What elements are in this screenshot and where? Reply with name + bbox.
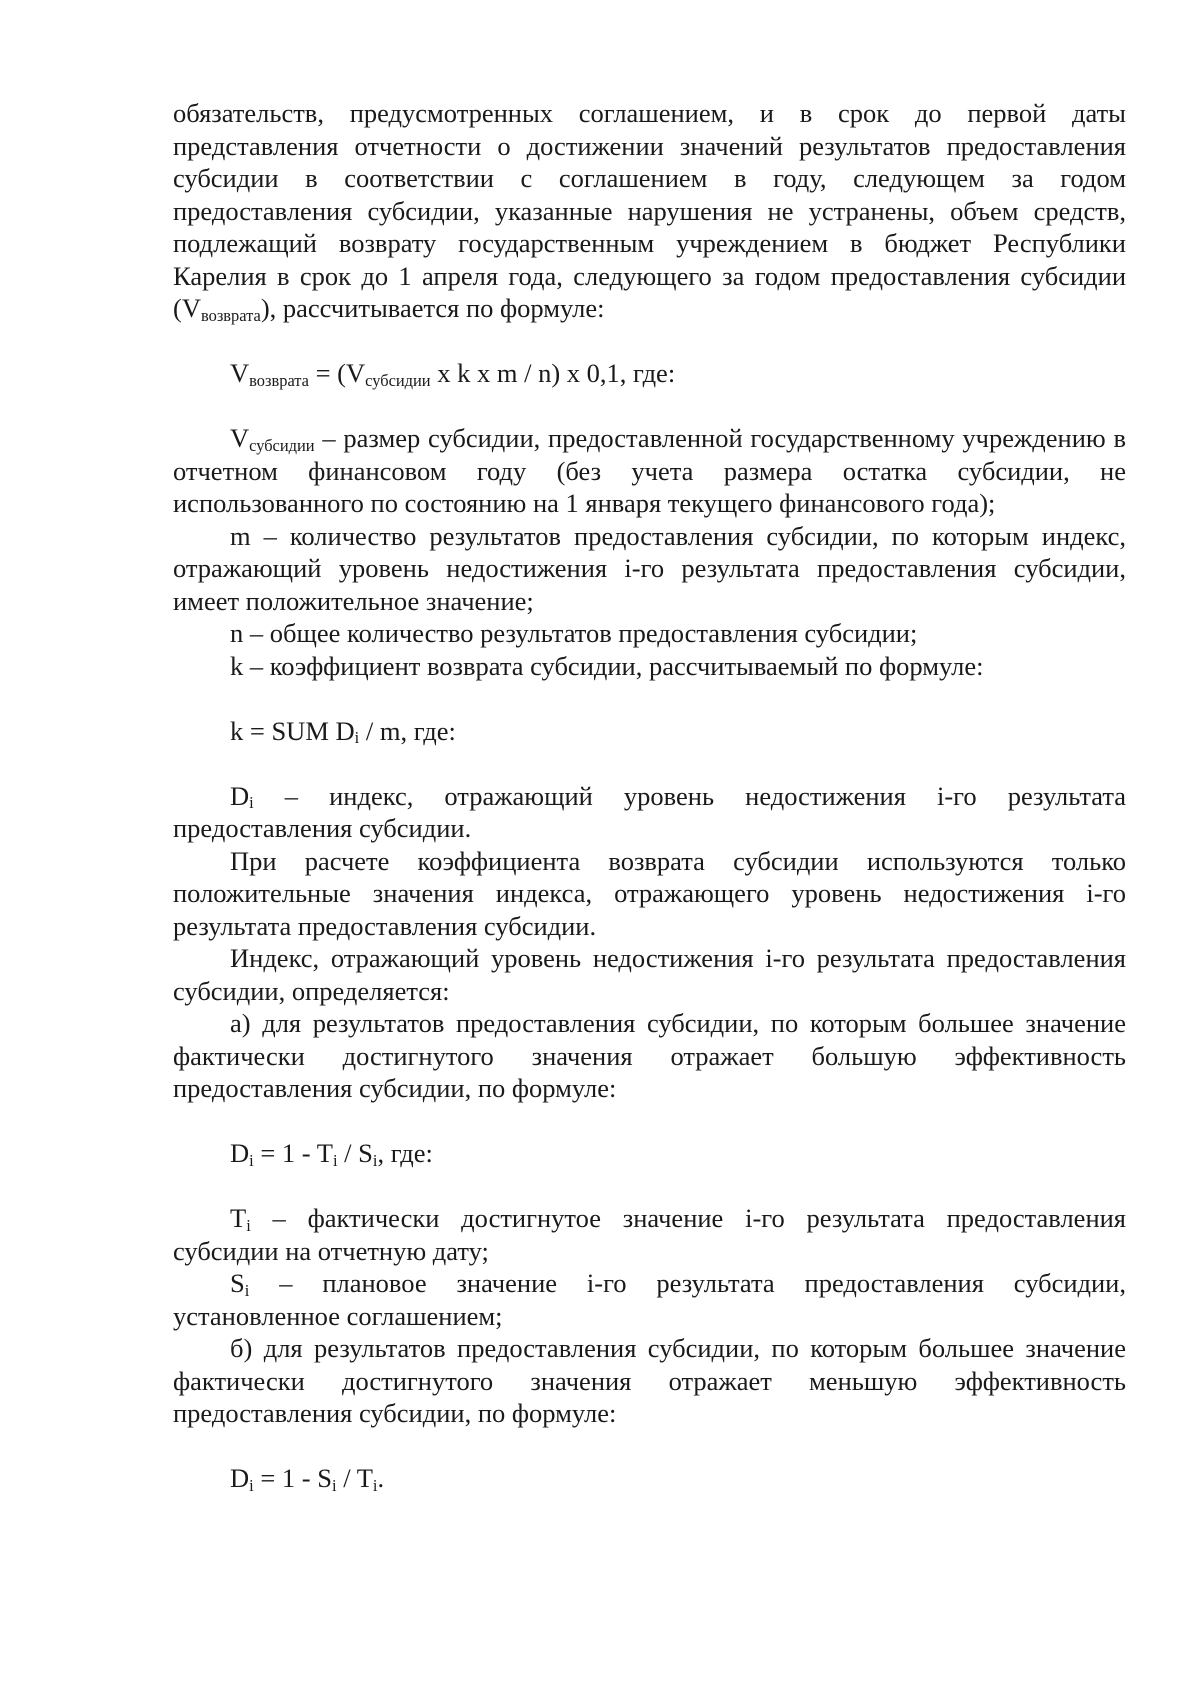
formula-subscript: i	[332, 1150, 338, 1170]
formula-di-b	[173, 1462, 1126, 1495]
spacer	[173, 1105, 1126, 1138]
definition-subscript: i	[246, 1215, 251, 1235]
formula-part: = 1 - S	[253, 1463, 332, 1493]
intro-text: обязательств, предусмотренных соглашением, и в срок до первой даты представления отчетности о достижении значений результатов предоставления субсидии в соответствии с соглашением в году, следующем за годом предоставления субсидии, указанные нарушения не устранены, объем средств, подлежащий возврату государственным учреждением в бюджет Республики Карелия в срок до 1 апреля года, следующего за годом предоставления субсидии (V	[173, 98, 1126, 323]
definition-subscript: субсидии	[249, 435, 315, 455]
formula-subscript: i	[331, 1475, 337, 1495]
formula-part: D	[230, 1463, 250, 1493]
definition-symbol: S	[230, 1268, 245, 1298]
definition-text: – индекс, отражающий уровень недостижения i-го результата предоставления субсидии.	[173, 780, 1126, 843]
formula-part: V	[230, 358, 250, 388]
spacer	[173, 682, 1126, 715]
spacer	[173, 325, 1126, 358]
definition-symbol: T	[230, 1203, 247, 1233]
intro-subscript: возврата	[200, 305, 261, 325]
definition-text: – плановое значение i-го результата предоставления субсидии, установленное соглашением;	[173, 1268, 1126, 1331]
formula-part: = 1 - T	[253, 1138, 333, 1168]
spacer	[173, 390, 1126, 423]
case-a: а) для результатов предоставления субсидии, по которым большее значение фактически достигнутого значения отражает большую эффективность предоставления субсидии, по формуле:	[173, 1008, 1126, 1103]
definition-di	[173, 780, 1126, 845]
formula-subscript: i	[372, 1150, 378, 1170]
definition-text: – размер субсидии, предоставленной государственному учреждению в отчетном финансовом году (без учета размера остатка субсидии, не использованного по состоянию на 1 января текущего финансового года);	[173, 423, 1126, 518]
intro-text-end: ), рассчитывается по формуле:	[260, 293, 605, 323]
definition-k: k – коэффициент возврата субсидии, рассчитываемый по формуле:	[230, 650, 984, 681]
intro-paragraph	[173, 97, 1126, 325]
formula-subscript: i	[249, 1150, 254, 1170]
definition-text: – фактически достигнутое значение i-го результата предоставления субсидии на отчетную дату;	[173, 1203, 1126, 1266]
note-positive-values: При расчете коэффициента возврата субсидии используются только положительные значения индекса, отражающего уровень недостижения i-го результата предоставления субсидии.	[173, 845, 1126, 941]
formula-part: k = SUM D	[230, 715, 355, 746]
definition-n: n – общее количество результатов предоставления субсидии;	[230, 618, 918, 648]
definition-v-subsidy	[173, 422, 1126, 520]
formula-part: D	[230, 1138, 250, 1168]
formula-subscript: i	[354, 728, 360, 748]
formula-v-return	[173, 357, 1126, 390]
definition-subscript: i	[249, 793, 254, 813]
definition-symbol: D	[230, 780, 250, 811]
definition-subscript: i	[244, 1280, 250, 1300]
formula-subscript: возврата	[249, 370, 309, 390]
definition-symbol: V	[230, 423, 250, 453]
definition-si	[173, 1267, 1126, 1332]
formula-part: / S	[337, 1138, 373, 1168]
formula-subscript: субсидии	[365, 370, 431, 390]
definition-m: m – количество результатов предоставления субсидии, по которым индекс, отражающий уровень недостижения i-го результата предоставления субсидии, имеет положительное значение;	[173, 520, 1126, 616]
formula-part: / T	[336, 1463, 373, 1493]
case-b: б) для результатов предоставления субсидии, по которым большее значение фактически достигнутого значения отражает меньшую эффективность предоставления субсидии, по формуле:	[173, 1333, 1126, 1428]
spacer	[173, 1430, 1126, 1463]
index-determined: Индекс, отражающий уровень недостижения i-го результата предоставления субсидии, определяется:	[173, 943, 1126, 1006]
formula-di-a	[173, 1137, 1126, 1170]
spacer	[173, 1170, 1126, 1203]
formula-subscript: i	[372, 1475, 378, 1495]
definition-ti	[173, 1202, 1126, 1267]
formula-subscript: i	[249, 1475, 254, 1495]
formula-part: x k x m / n) x 0,1, где:	[430, 358, 676, 388]
document-page	[173, 97, 1126, 1495]
spacer	[173, 747, 1126, 780]
formula-part: .	[377, 1463, 385, 1493]
formula-part: , где:	[377, 1138, 433, 1168]
formula-k	[173, 715, 1126, 748]
formula-part: / m, где:	[359, 715, 456, 746]
formula-part: = (V	[308, 358, 366, 388]
